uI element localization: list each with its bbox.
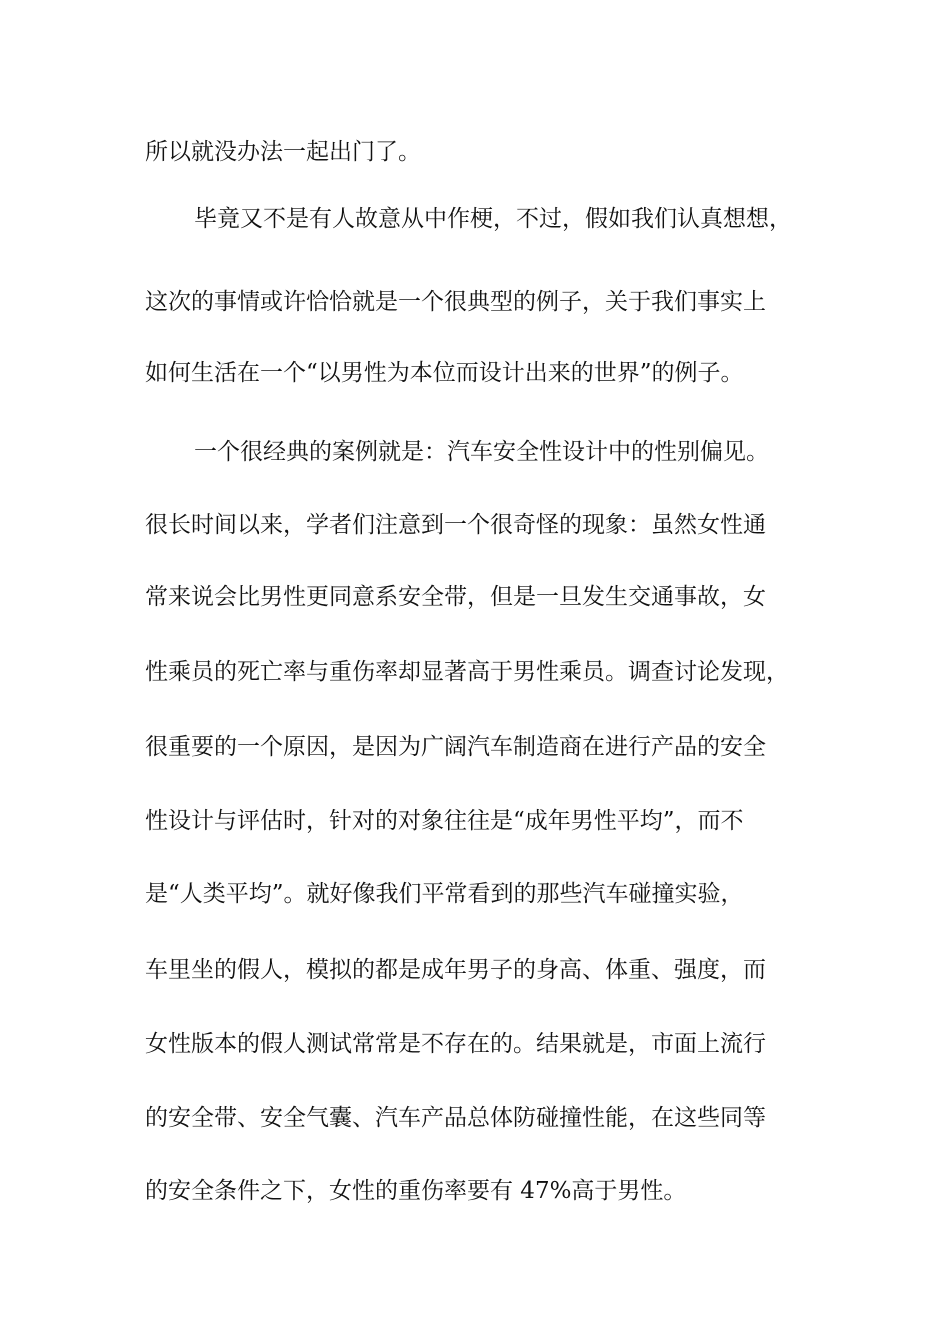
text-line-2: 毕竟又不是有人故意从中作梗，不过，假如我们认真想想， — [194, 206, 792, 232]
text-line-1: 所以就没办法一起出门了。 — [145, 139, 421, 165]
text-line-7: 常来说会比男性更同意系安全带，但是一旦发生交通事故，女 — [145, 584, 766, 610]
text-line-8: 性乘员的死亡率与重伤率却显著高于男性乘员。调查讨论发现， — [145, 659, 789, 685]
text-line-5: 一个很经典的案例就是：汽车安全性设计中的性别偏见。 — [194, 439, 769, 465]
text-line-12: 车里坐的假人，模拟的都是成年男子的身高、体重、强度，而 — [145, 957, 766, 983]
text-line-14: 的安全带、安全气囊、汽车产品总体防碰撞性能，在这些同等 — [145, 1105, 766, 1131]
text-line-10: 性设计与评估时，针对的对象往往是“成年男性平均”，而不 — [145, 808, 744, 834]
text-line-6: 很长时间以来，学者们注意到一个很奇怪的现象：虽然女性通 — [145, 512, 766, 538]
text-line-11: 是“人类平均”。就好像我们平常看到的那些汽车碰撞实验， — [145, 881, 744, 907]
text-line-13: 女性版本的假人测试常常是不存在的。结果就是，市面上流行 — [145, 1031, 766, 1057]
text-line-4: 如何生活在一个“以男性为本位而设计出来的世界”的例子。 — [145, 360, 744, 386]
text-line-3: 这次的事情或许恰恰就是一个很典型的例子，关于我们事实上 — [145, 289, 766, 315]
text-line-9: 很重要的一个原因，是因为广阔汽车制造商在进行产品的安全 — [145, 734, 766, 760]
text-line-15: 的安全条件之下，女性的重伤率要有 47%高于男性。 — [145, 1178, 687, 1204]
